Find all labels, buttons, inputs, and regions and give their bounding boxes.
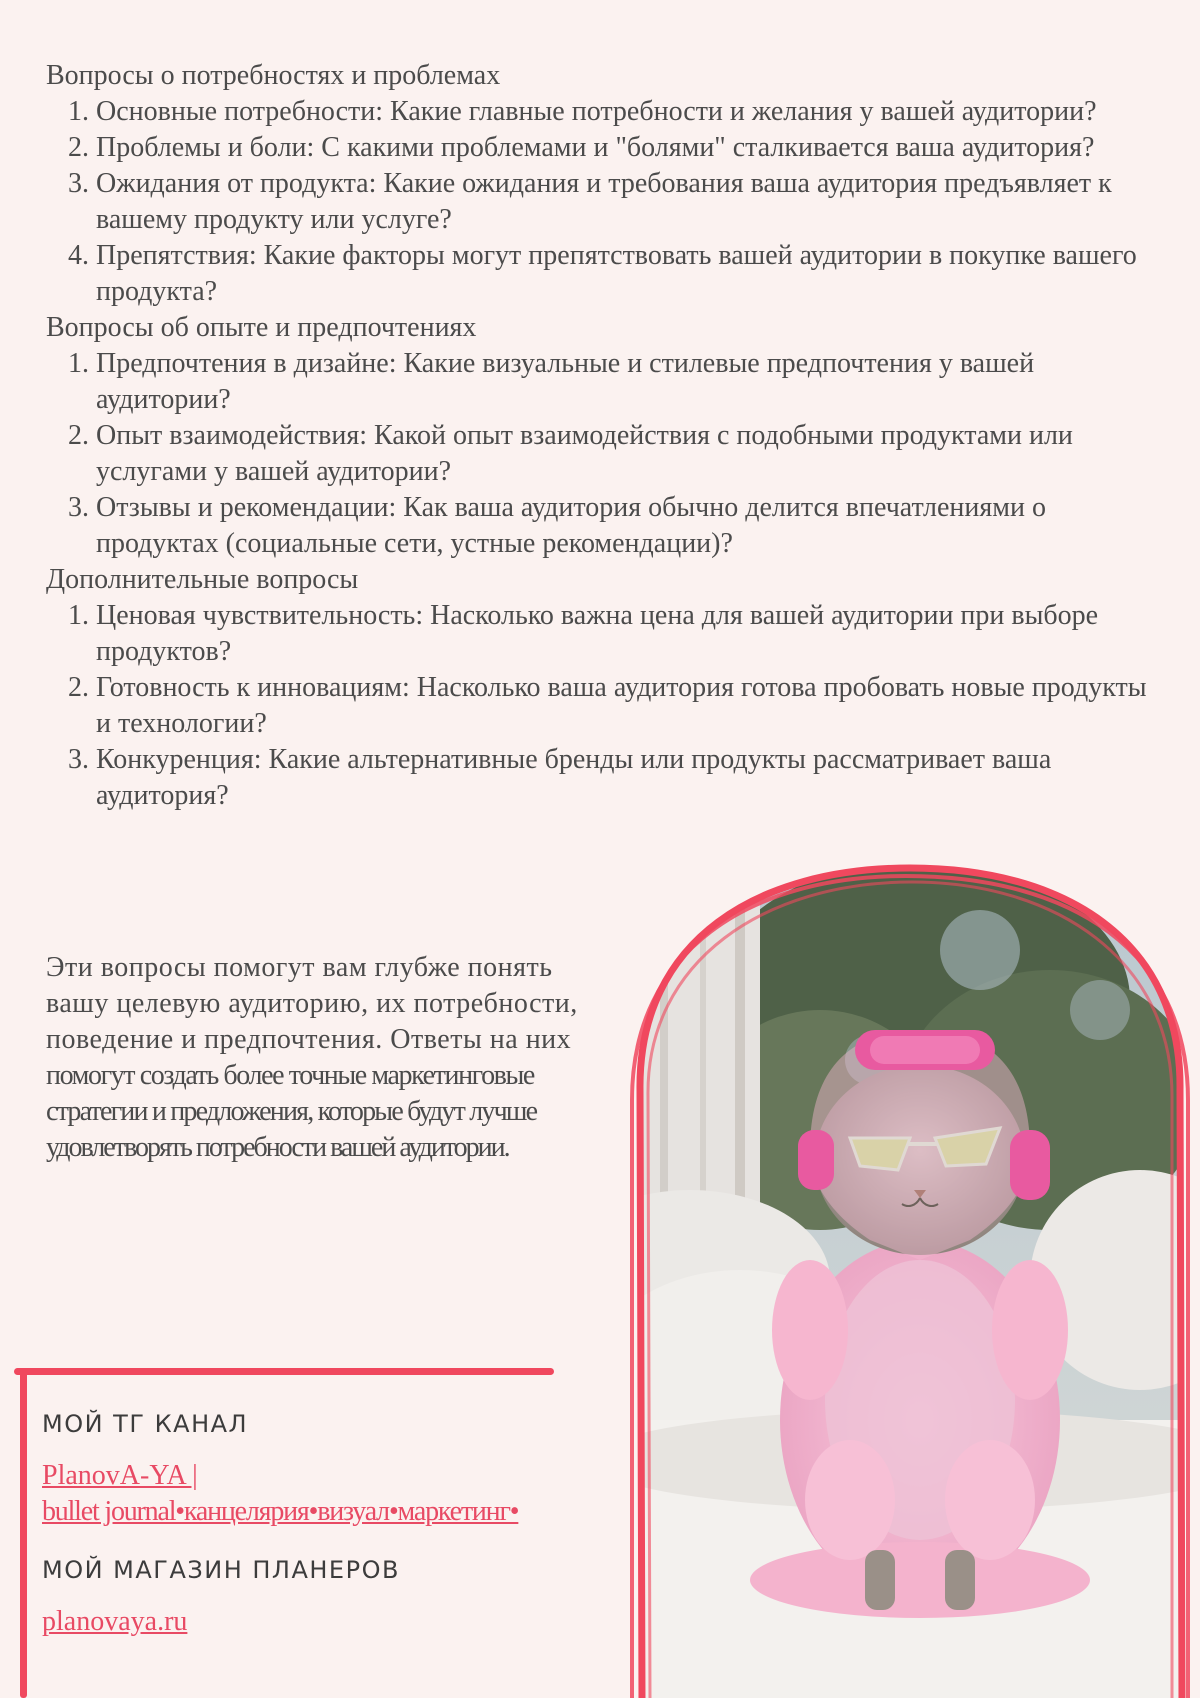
accent-bar-vertical [20, 1368, 27, 1698]
list-item: 1. Ценовая чувствительность: Насколько важна цена для вашей аудитории при выборе продуктов? [96, 598, 1156, 670]
accent-bar-horizontal [14, 1368, 554, 1375]
question-list [46, 94, 1156, 310]
question-list [46, 346, 1156, 562]
tg-channel-link[interactable] [42, 1458, 518, 1530]
tg-channel-heading: МОЙ ТГ КАНАЛ [42, 1410, 249, 1438]
summary-line: вашу целевую аудиторию, их потребности, [46, 988, 578, 1019]
section-additional [46, 562, 1156, 814]
tg-channel-link-line1: PlanovA-YA | [42, 1460, 198, 1491]
list-item: 1. Предпочтения в дизайне: Какие визуальные и стилевые предпочтения у вашей аудитории? [96, 346, 1156, 418]
summary-line: удовлетворять потребности вашей аудитории. [46, 1132, 509, 1163]
section-experience [46, 310, 1156, 562]
summary-line: Эти вопросы помогут вам глубже понять [46, 952, 553, 983]
list-item: 2. Опыт взаимодействия: Какой опыт взаимодействия с подобными продуктами или услугами у вашей аудитории? [96, 418, 1156, 490]
cat-illustration [620, 860, 1200, 1698]
summary-paragraph [46, 950, 686, 1166]
list-item: 2. Проблемы и боли: С какими проблемами и "болями" сталкивается ваша аудитория? [96, 130, 1156, 166]
shop-link[interactable]: planovaya.ru [42, 1606, 188, 1637]
cat-photo [620, 860, 1200, 1698]
list-item: 2. Готовность к инновациям: Насколько ваша аудитория готова пробовать новые продукты и технологии? [96, 670, 1156, 742]
questions-content [46, 58, 1156, 814]
list-item: 4. Препятствия: Какие факторы могут препятствовать вашей аудитории в покупке вашего продукта? [96, 238, 1156, 310]
section-needs [46, 58, 1156, 310]
summary-line: помогут создать более точные маркетинговые [46, 1060, 534, 1091]
summary-line: поведение и предпочтения. Ответы на них [46, 1024, 572, 1055]
list-item: 3. Отзывы и рекомендации: Как ваша аудитория обычно делится впечатлениями о продуктах (социальные сети, устные рекомендации)? [96, 490, 1156, 562]
question-list [46, 598, 1156, 814]
summary-line: стратегии и предложения, которые будут лучше [46, 1096, 537, 1127]
shop-heading: МОЙ МАГАЗИН ПЛАНЕРОВ [42, 1556, 400, 1584]
list-item: 3. Ожидания от продукта: Какие ожидания и требования ваша аудитория предъявляет к вашему продукту или услуге? [96, 166, 1156, 238]
section-title: Вопросы об опыте и предпочтениях [46, 312, 477, 343]
list-item: 3. Конкуренция: Какие альтернативные бренды или продукты рассматривает ваша аудитория? [96, 742, 1156, 814]
list-item: 1. Основные потребности: Какие главные потребности и желания у вашей аудитории? [96, 94, 1156, 130]
tg-channel-link-line2: bullet journal•канцелярия•визуал•маркетинг• [42, 1496, 519, 1527]
section-title: Дополнительные вопросы [46, 564, 359, 595]
section-title: Вопросы о потребностях и проблемах [46, 60, 501, 91]
